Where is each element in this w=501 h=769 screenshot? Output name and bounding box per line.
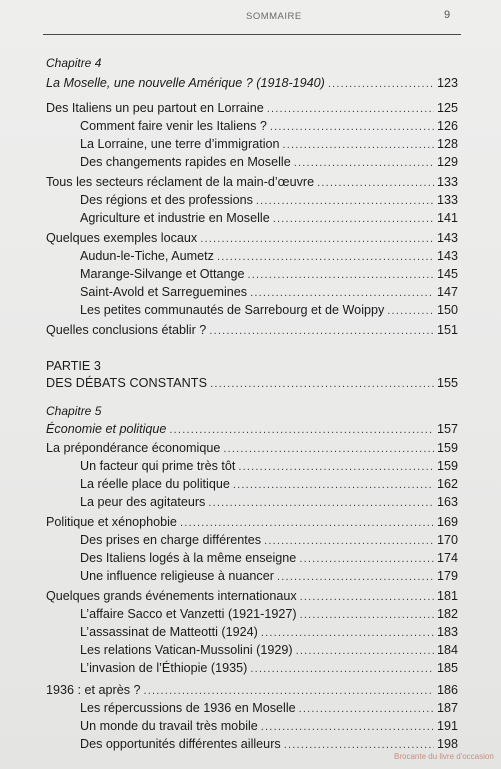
toc-section [46, 175, 458, 193]
toc-entry-title: La peur des agitateurs [80, 495, 206, 509]
toc-entry-page: 125 [436, 101, 458, 115]
toc-subsection [46, 607, 458, 625]
toc-entry-page: 186 [436, 683, 458, 697]
leader-dots [283, 139, 434, 151]
toc-subsection [46, 569, 458, 587]
toc-entry-page: 147 [436, 285, 458, 299]
part-3-title: DES DÉBATS CONSTANTS [46, 376, 208, 390]
toc-entry-page: 174 [436, 551, 458, 565]
page-header [0, 9, 501, 25]
leader-dots [209, 325, 434, 337]
leader-dots [300, 591, 434, 603]
toc-entry-page: 133 [436, 193, 458, 207]
toc-subsection [46, 459, 458, 477]
toc-entry-title: Les répercussions de 1936 en Moselle [80, 701, 296, 715]
toc-entry-page: 183 [436, 625, 458, 639]
toc-entry-title: La réelle place du politique [80, 477, 230, 491]
toc-entry-page: 129 [436, 155, 458, 169]
leader-dots [299, 703, 434, 715]
toc-entry-page: 181 [436, 589, 458, 603]
running-title: SOMMAIRE [246, 11, 302, 22]
toc-subsection [46, 495, 458, 513]
toc-subsection [46, 701, 458, 719]
leader-dots [223, 443, 434, 455]
page-number: 9 [444, 9, 451, 21]
toc-entry-title: Des Italiens logés à la même enseigne [80, 551, 297, 565]
leader-dots [273, 213, 434, 225]
header-rule [43, 34, 461, 35]
leader-dots [270, 121, 434, 133]
toc-entry-page: 187 [436, 701, 458, 715]
toc-entry-title: Quelles conclusions établir ? [46, 323, 207, 337]
toc-entry-title: Des prises en charge différentes [80, 533, 262, 547]
leader-dots [264, 535, 434, 547]
leader-dots [387, 305, 434, 317]
toc-subsection [46, 303, 458, 321]
toc-entry-title: Un facteur qui prime très tôt [80, 459, 236, 473]
leader-dots [144, 685, 434, 697]
toc-entry-title: Comment faire venir les Italiens ? [80, 119, 267, 133]
toc-section [46, 589, 458, 607]
toc-entry-title: Tous les secteurs réclament de la main-d’œuvre [46, 175, 315, 189]
part-3-page: 155 [436, 376, 458, 390]
toc-entry-page: 169 [436, 515, 458, 529]
toc-entry-title: Les petites communautés de Sarrebourg et de Woippy [80, 303, 385, 317]
chapter-4-label: Chapitre 4 [46, 56, 102, 70]
toc-subsection [46, 249, 458, 267]
part-3-heading [46, 376, 458, 394]
chapter-5-label: Chapitre 5 [46, 404, 102, 418]
watermark: Brocante du livre d'occasion [394, 752, 494, 761]
toc-entry-page: 191 [436, 719, 458, 733]
leader-dots [217, 251, 434, 263]
toc-entry-title: Quelques grands événements internationaux [46, 589, 297, 603]
chapter-4-page: 123 [436, 76, 458, 90]
toc-entry-title: Marange-Silvange et Ottange [80, 267, 245, 281]
leader-dots [267, 103, 434, 115]
toc-subsection [46, 625, 458, 643]
chapter-5-title: Économie et politique [46, 422, 167, 436]
leader-dots [277, 571, 434, 583]
toc-subsection [46, 643, 458, 661]
toc-entry-page: 159 [436, 441, 458, 455]
toc-entry-title: La Lorraine, une terre d’immigration [80, 137, 280, 151]
leader-dots [169, 424, 434, 436]
toc-entry-page: 143 [436, 249, 458, 263]
toc-section [46, 515, 458, 533]
leader-dots [317, 177, 434, 189]
toc-subsection [46, 267, 458, 285]
toc-entry-page: 170 [436, 533, 458, 547]
toc-entry-page: 163 [436, 495, 458, 509]
toc-entry-title: L’invasion de l’Éthiopie (1935) [80, 661, 248, 675]
toc-entry-page: 182 [436, 607, 458, 621]
toc-entry-title: Une influence religieuse à nuancer [80, 569, 274, 583]
toc-entry-page: 162 [436, 477, 458, 491]
leader-dots [261, 721, 434, 733]
toc-entry-page: 151 [436, 323, 458, 337]
leader-dots [284, 739, 434, 751]
toc-section [46, 231, 458, 249]
leader-dots [328, 78, 434, 90]
leader-dots [180, 517, 434, 529]
toc-entry-page: 198 [436, 737, 458, 751]
toc-subsection [46, 285, 458, 303]
leader-dots [294, 157, 434, 169]
toc-entry-title: Agriculture et industrie en Moselle [80, 211, 270, 225]
leader-dots [250, 663, 434, 675]
chapter-5-heading [46, 422, 458, 440]
toc-entry-page: 128 [436, 137, 458, 151]
toc-entry-title: L’affaire Sacco et Vanzetti (1921-1927) [80, 607, 297, 621]
toc-entry-title: Quelques exemples locaux [46, 231, 198, 245]
toc-entry-page: 159 [436, 459, 458, 473]
toc-entry-title: Des opportunités différentes ailleurs [80, 737, 281, 751]
leader-dots [208, 497, 434, 509]
toc-entry-page: 185 [436, 661, 458, 675]
toc-entry-title: Politique et xénophobie [46, 515, 177, 529]
leader-dots [299, 553, 434, 565]
toc-subsection [46, 661, 458, 679]
chapter-4-title: La Moselle, une nouvelle Amérique ? (1918-1940) [46, 76, 325, 90]
toc-entry-page: 179 [436, 569, 458, 583]
toc-subsection [46, 193, 458, 211]
toc-entry-title: Un monde du travail très mobile [80, 719, 258, 733]
toc-entry-title: La prépondérance économique [46, 441, 221, 455]
leader-dots [238, 461, 434, 473]
toc-entry-page: 133 [436, 175, 458, 189]
toc-section [46, 323, 458, 341]
toc-entry-page: 184 [436, 643, 458, 657]
toc-entry-title: Des régions et des professions [80, 193, 253, 207]
part-3-label: PARTIE 3 [46, 359, 101, 373]
chapter-5-page: 157 [436, 422, 458, 436]
toc-subsection [46, 211, 458, 229]
leader-dots [210, 378, 434, 390]
toc-entry-page: 126 [436, 119, 458, 133]
leader-dots [256, 195, 434, 207]
leader-dots [200, 233, 434, 245]
toc-entry-page: 143 [436, 231, 458, 245]
chapter-4-heading [46, 76, 458, 94]
toc-subsection [46, 719, 458, 737]
toc-section [46, 683, 458, 701]
toc-subsection [46, 551, 458, 569]
toc-entry-title: Des Italiens un peu partout en Lorraine [46, 101, 264, 115]
toc-entry-title: Audun-le-Tiche, Aumetz [80, 249, 214, 263]
toc-entry-title: L’assassinat de Matteotti (1924) [80, 625, 258, 639]
toc-entry-title: Saint-Avold et Sarreguemines [80, 285, 248, 299]
leader-dots [233, 479, 434, 491]
toc-entry-page: 141 [436, 211, 458, 225]
toc-section [46, 101, 458, 119]
leader-dots [250, 287, 434, 299]
toc-subsection [46, 533, 458, 551]
toc-entry-page: 150 [436, 303, 458, 317]
leader-dots [261, 627, 434, 639]
toc-entry-title: Les relations Vatican-Mussolini (1929) [80, 643, 293, 657]
leader-dots [300, 609, 434, 621]
toc-entry-title: 1936 : et après ? [46, 683, 141, 697]
toc-subsection [46, 137, 458, 155]
toc-subsection [46, 155, 458, 173]
toc-subsection [46, 119, 458, 137]
toc-section [46, 441, 458, 459]
toc-entry-title: Des changements rapides en Moselle [80, 155, 291, 169]
toc-entry-page: 145 [436, 267, 458, 281]
leader-dots [248, 269, 434, 281]
toc-subsection [46, 477, 458, 495]
leader-dots [296, 645, 434, 657]
